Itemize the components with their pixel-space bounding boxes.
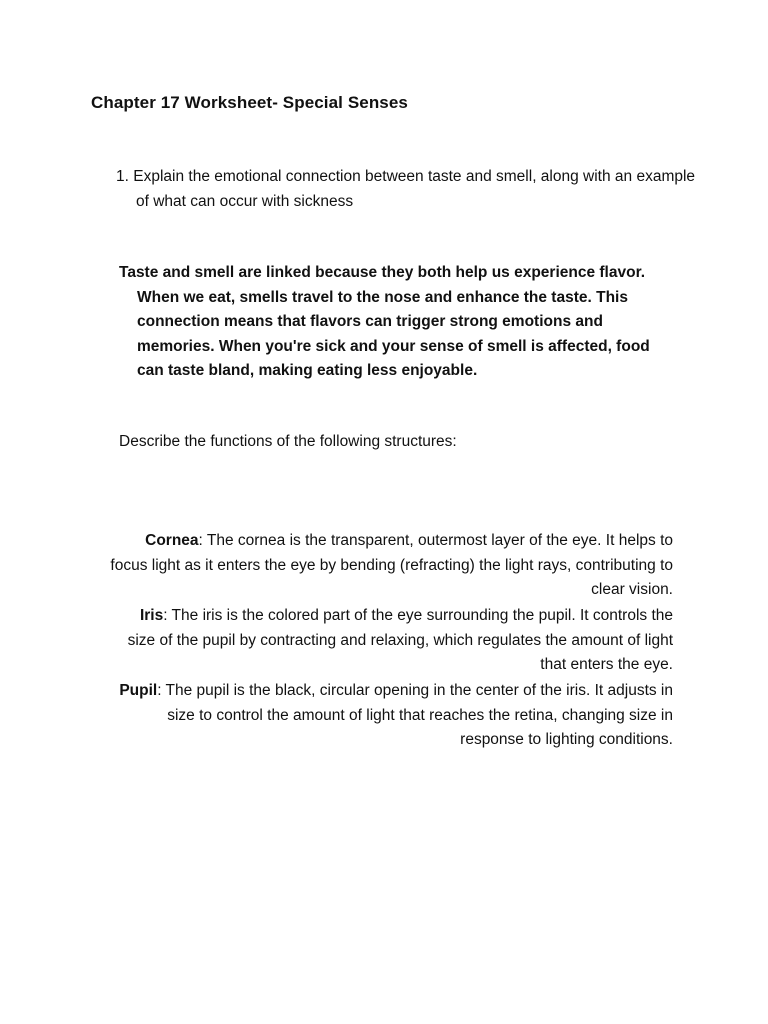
structure-description: : The iris is the colored part of the eye surrounding the pupil. It controls the size of the pupil by contracting and relaxing, which regulates the amount of light that enters the eye. (127, 607, 673, 673)
structure-term: Pupil (119, 682, 158, 699)
structures-list (110, 529, 673, 754)
structure-description: : The pupil is the black, circular opening in the center of the iris. It adjusts in size to control the amount of light that reaches the retina, changing size in response to lighting conditions. (157, 682, 673, 748)
structure-item-iris (110, 604, 673, 678)
structure-description: : The cornea is the transparent, outermost layer of the eye. It helps to focus light as it enters the eye by bending (refracting) the light rays, contributing to clear vision. (110, 532, 673, 598)
page-title: Chapter 17 Worksheet- Special Senses (91, 93, 408, 112)
structures-prompt: Describe the functions of the following structures: (119, 433, 457, 450)
structure-item-pupil (110, 679, 673, 753)
structure-item-cornea (110, 529, 673, 603)
structure-term: Iris (139, 607, 164, 624)
question-1 (116, 165, 696, 214)
structure-term: Cornea (145, 532, 199, 549)
question-text: Explain the emotional connection between taste and smell, along with an example of what can occur with sickness (133, 168, 696, 210)
question-number: 1. (116, 168, 129, 185)
answer-1: Taste and smell are linked because they both help us experience flavor. When we eat, smells travel to the nose and enhance the taste. This connection means that flavors can trigger strong emotions and memories. When you're sick and your sense of smell is affected, food can taste bland, making eating less enjoyable. (119, 264, 650, 379)
